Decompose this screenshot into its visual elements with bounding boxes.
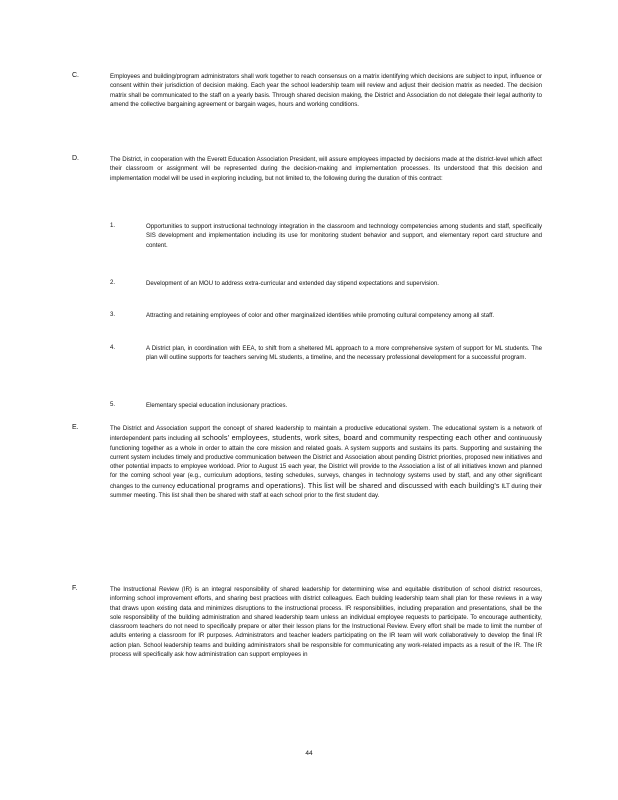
section-e-text-a: The District and Association support the concept of shared leadership to maintain a productive educational system. The educational system is a network of interdependent parts including all	[110, 425, 542, 443]
section-c	[72, 72, 542, 142]
list-item-text: Elementary special education inclusionary practices.	[146, 402, 288, 409]
section-e-label: E.	[72, 424, 79, 431]
section-c-label: C.	[72, 72, 79, 79]
list-item-number: 5.	[110, 401, 116, 408]
section-f	[72, 585, 542, 725]
section-e-text-c: ILT during their summer meeting. This list shall then be shared with staff at each school prior to the first student day.	[110, 482, 542, 500]
list-item-text: Development of an MOU to address extra-curricular and extended day stipend expectations and supervision.	[146, 280, 439, 287]
section-c-text: Employees and building/program administrators shall work together to reach consensus on a matrix identifying which decisions are subject to input, influence or consent within their jurisdiction of decision making. Each year the school leadership team will review and adjust their decision matrix as needed. The decision matrix shall be communicated to the staff on a yearly basis. Through shared decision making, the District and Association do not delegate their legal authority to amend the collective bargaining agreement or bargain wages, hours and working conditions.	[110, 73, 542, 108]
section-e-text-emphasis-1: schools' employees, students, work sites, board and community respecting each other and	[202, 433, 507, 443]
list-item-number: 2.	[110, 279, 116, 286]
list-item-text: A District plan, in coordination with EEA, to shift from a sheltered ML approach to a more comprehensive system of support for ML students. The plan will outline supports for teachers serving ML students, a timeline, and the necessary professional development for a successful program.	[146, 345, 542, 362]
section-e-text-emphasis-2: educational programs and operations). This list will be shared and discussed with each building's	[177, 480, 500, 490]
list-item-number: 4.	[110, 344, 116, 351]
list-item-text: Opportunities to support instructional technology integration in the classroom and technology competencies among students and staff, specifically SIS development and implementation including its use for monitoring student behavior and support, and elementary report card structure and content.	[146, 223, 542, 249]
section-d	[72, 155, 542, 415]
section-d-text: The District, in cooperation with the Everett Education Association President, will assure employees impacted by decisions made at the district-level which affect their classroom or assignment will be represented during the decision-making and implementation processes. Its understood that this decision and implementation model will be used in exploring including, but not limited to, the following during the duration of this contract:	[110, 156, 542, 182]
section-e-text-b: continuously functioning together as a whole in order to attain the core mission and related goals. A system supports and sustains its parts. Supporting and sustaining the current system includes timely and productive communication between the District and Association about pending District priorities, proposed new initiatives and other potential impacts to employee workload. Prior to August 15 each year, the District will provide to the Association a list of all initiatives known and planned for the coming school year (e.g., curriculum adoptions, testing schedules, surveys, changes in technology systems used by staff, and any other significant changes to the currency	[110, 435, 542, 490]
list-item-number: 3.	[110, 311, 116, 318]
list-item-number: 1.	[110, 222, 116, 229]
page-number: 44	[305, 750, 313, 757]
section-e-text	[110, 424, 542, 500]
list-item-text: Attracting and retaining employees of color and other marginalized identities while promoting cultural competency among all staff.	[146, 312, 495, 319]
section-e	[72, 424, 542, 574]
section-f-label: F.	[72, 585, 78, 592]
section-f-text: The Instructional Review (IR) is an integral responsibility of shared leadership for determining wise and equitable distribution of school district resources, informing school improvement efforts, and sharing best practices with district colleagues. Each building leadership team shall plan for these reviews in a way that draws upon existing data and minimizes disruptions to the instructional process. IR responsibilities, including preparation and presentations, shall be the sole responsibility of the building administration and shared leadership team unless an individual employee requests to participate. To encourage authenticity, classroom teachers do not need to specifically prepare or alter their lesson plans for the Instructional Review. Every effort shall be made to limit the number of adults entering a classroom for IR purposes. Administrators and teacher leaders participating on the IR team will work collaboratively to develop the final IR action plan. School leadership teams and building administrators shall be responsible for communicating any work-related impacts as a result of the IR. The IR process will specifically ask how administration can support employees in	[110, 586, 542, 659]
section-d-label: D.	[72, 155, 79, 162]
